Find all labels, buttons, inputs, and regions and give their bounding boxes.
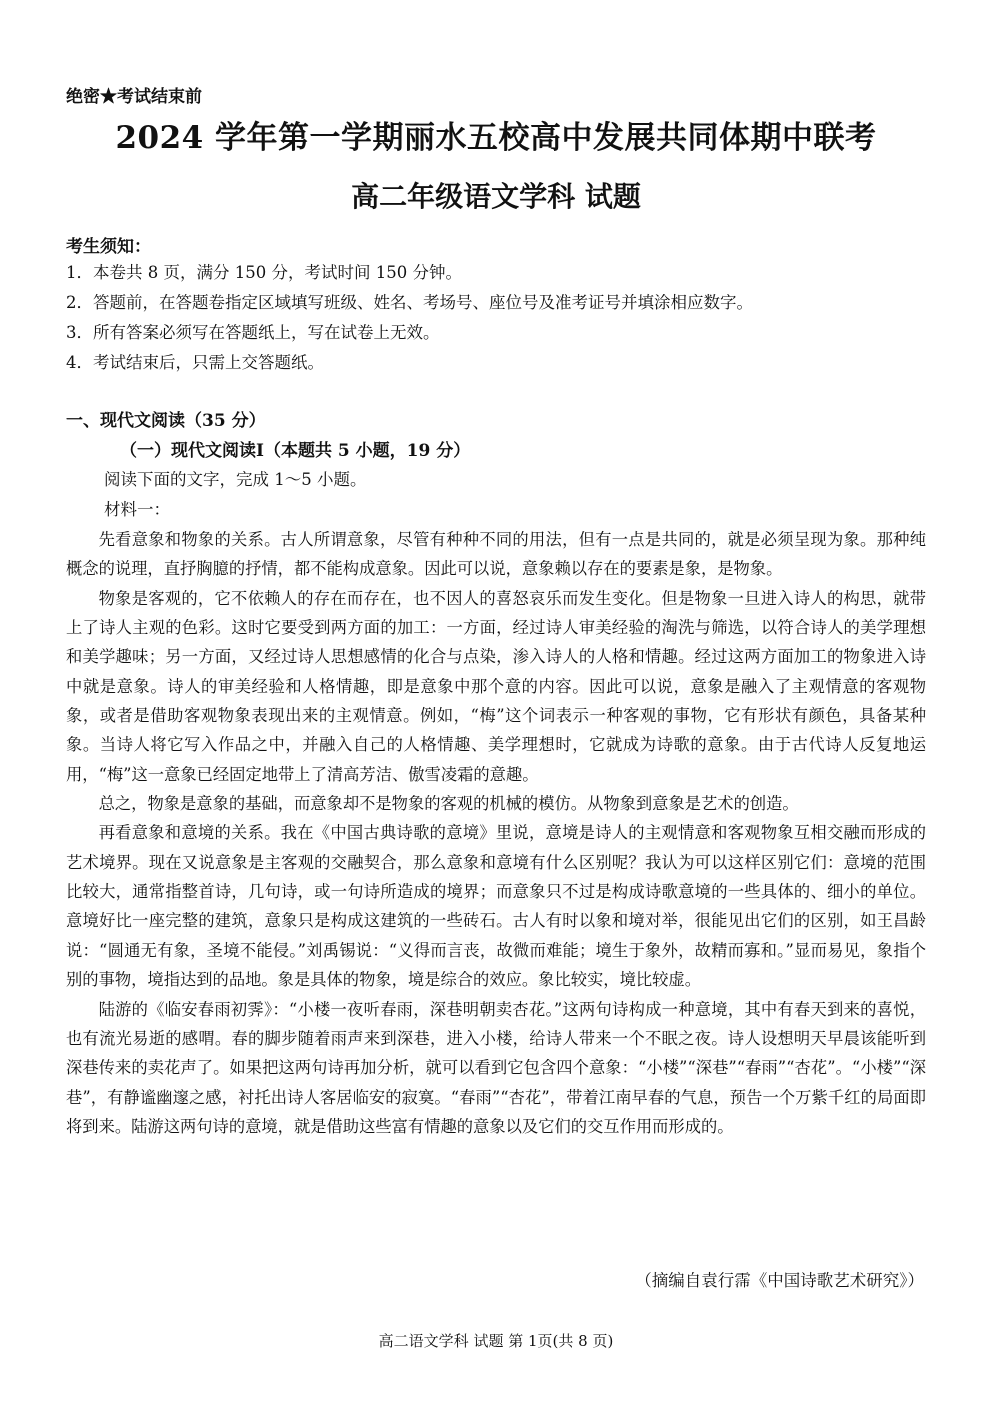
- passage-paragraph: 物象是客观的，它不依赖人的存在而存在，也不因人的喜怒哀乐而发生变化。但是物象一旦进入诗人的构思，就带上了诗人主观的色彩。这时它要受到两方面的加工：一方面，经过诗人审美经验的淘洗与筛选，以符合诗人的美学理想和美学趣味；另一方面，又经过诗人思想感情的化合与点染，渗入诗人的人格和情趣。经过这两方面加工的物象进入诗中就是意象。诗人的审美经验和人格情趣，即是意象中那个意的内容。因此可以说，意象是融入了主观情意的客观物象，或者是借助客观物象表现出来的主观情意。例如，“梅”这个词表示一种客观的事物，它有形状有颜色，具备某种象。当诗人将它写入作品之中，并融入自己的人格情趣、美学理想时，它就成为诗歌的意象。由于古代诗人反复地运用，“梅”这一意象已经固定地带上了清高芳洁、傲雪凌霜的意趣。: [66, 588, 926, 784]
- reading-passage: [66, 525, 926, 1141]
- instruction-text: 阅读下面的文字，完成 1～5 小题。: [104, 470, 367, 489]
- notice-list: [66, 258, 753, 378]
- section-heading: 一、现代文阅读（35 分）: [66, 411, 266, 431]
- notice-item: 3．所有答案必须写在答题纸上，写在试卷上无效。: [66, 323, 440, 342]
- confidential-label: 绝密★考试结束前: [66, 87, 202, 107]
- material-label: 材料一：: [104, 500, 170, 519]
- notice-item: 1．本卷共 8 页，满分 150 分，考试时间 150 分钟。: [66, 263, 462, 282]
- exam-subtitle: 高二年级语文学科 试题: [351, 180, 641, 213]
- exam-title: 2024 学年第一学期丽水五校高中发展共同体期中联考: [115, 120, 877, 156]
- passage-paragraph: 再看意象和意境的关系。我在《中国古典诗歌的意境》里说，意境是诗人的主观情意和客观物象互相交融而形成的艺术境界。现在又说意象是主客观的交融契合，那么意象和意境有什么区别呢？我认为可以这样区别它们：意境的范围比较大，通常指整首诗，几句诗，或一句诗所造成的境界；而意象只不过是构成诗歌意境的一些具体的、细小的单位。意境好比一座完整的建筑，意象只是构成这建筑的一些砖石。古人有时以象和境对举，很能见出它们的区别，如王昌龄说：“圆通无有象，圣境不能侵。”刘禹锡说：“义得而言丧，故微而难能；境生于象外，故精而寡和。”显而易见，象指个别的事物，境指达到的品地。象是具体的物象，境是综合的效应。象比较实，境比较虚。: [66, 823, 926, 990]
- source-citation: （摘编自袁行霈《中国诗歌艺术研究》）: [635, 1271, 924, 1290]
- notice-item: 4．考试结束后，只需上交答题纸。: [66, 353, 324, 372]
- passage-paragraph: 陆游的《临安春雨初霁》：“小楼一夜听春雨，深巷明朝卖杏花。”这两句诗构成一种意境，其中有春天到来的喜悦，也有流光易逝的感喟。春的脚步随着雨声来到深巷，进入小楼，给诗人带来一个不眠之夜。诗人设想明天早晨该能听到深巷传来的卖花声了。如果把这两句诗再加分析，就可以看到它包含四个意象：“小楼”“深巷”“春雨”“杏花”。“小楼”“深巷”，有静谧幽邃之感，衬托出诗人客居临安的寂寞。“春雨”“杏花”，带着江南早春的气息，预告一个万紫千红的局面即将到来。陆游这两句诗的意境，就是借助这些富有情趣的意象以及它们的交互作用而形成的。: [66, 999, 926, 1136]
- notice-heading: 考生须知：: [66, 237, 151, 257]
- page-footer: 高二语文学科 试题 第 1页(共 8 页): [378, 1332, 614, 1350]
- notice-item: 2．答题前，在答题卷指定区域填写班级、姓名、考场号、座位号及准考证号并填涂相应数字。: [66, 293, 753, 312]
- passage-paragraph: 总之，物象是意象的基础，而意象却不是物象的客观的机械的模仿。从物象到意象是艺术的创造。: [98, 794, 799, 814]
- passage-paragraph: 先看意象和物象的关系。古人所谓意象，尽管有种种不同的用法，但有一点是共同的，就是必须呈现为象。那种纯概念的说理，直抒胸臆的抒情，都不能构成意象。因此可以说，意象赖以存在的要素是象，是物象。: [66, 530, 926, 579]
- subsection-heading: （一）现代文阅读Ⅰ（本题共 5 小题，19 分）: [120, 441, 471, 461]
